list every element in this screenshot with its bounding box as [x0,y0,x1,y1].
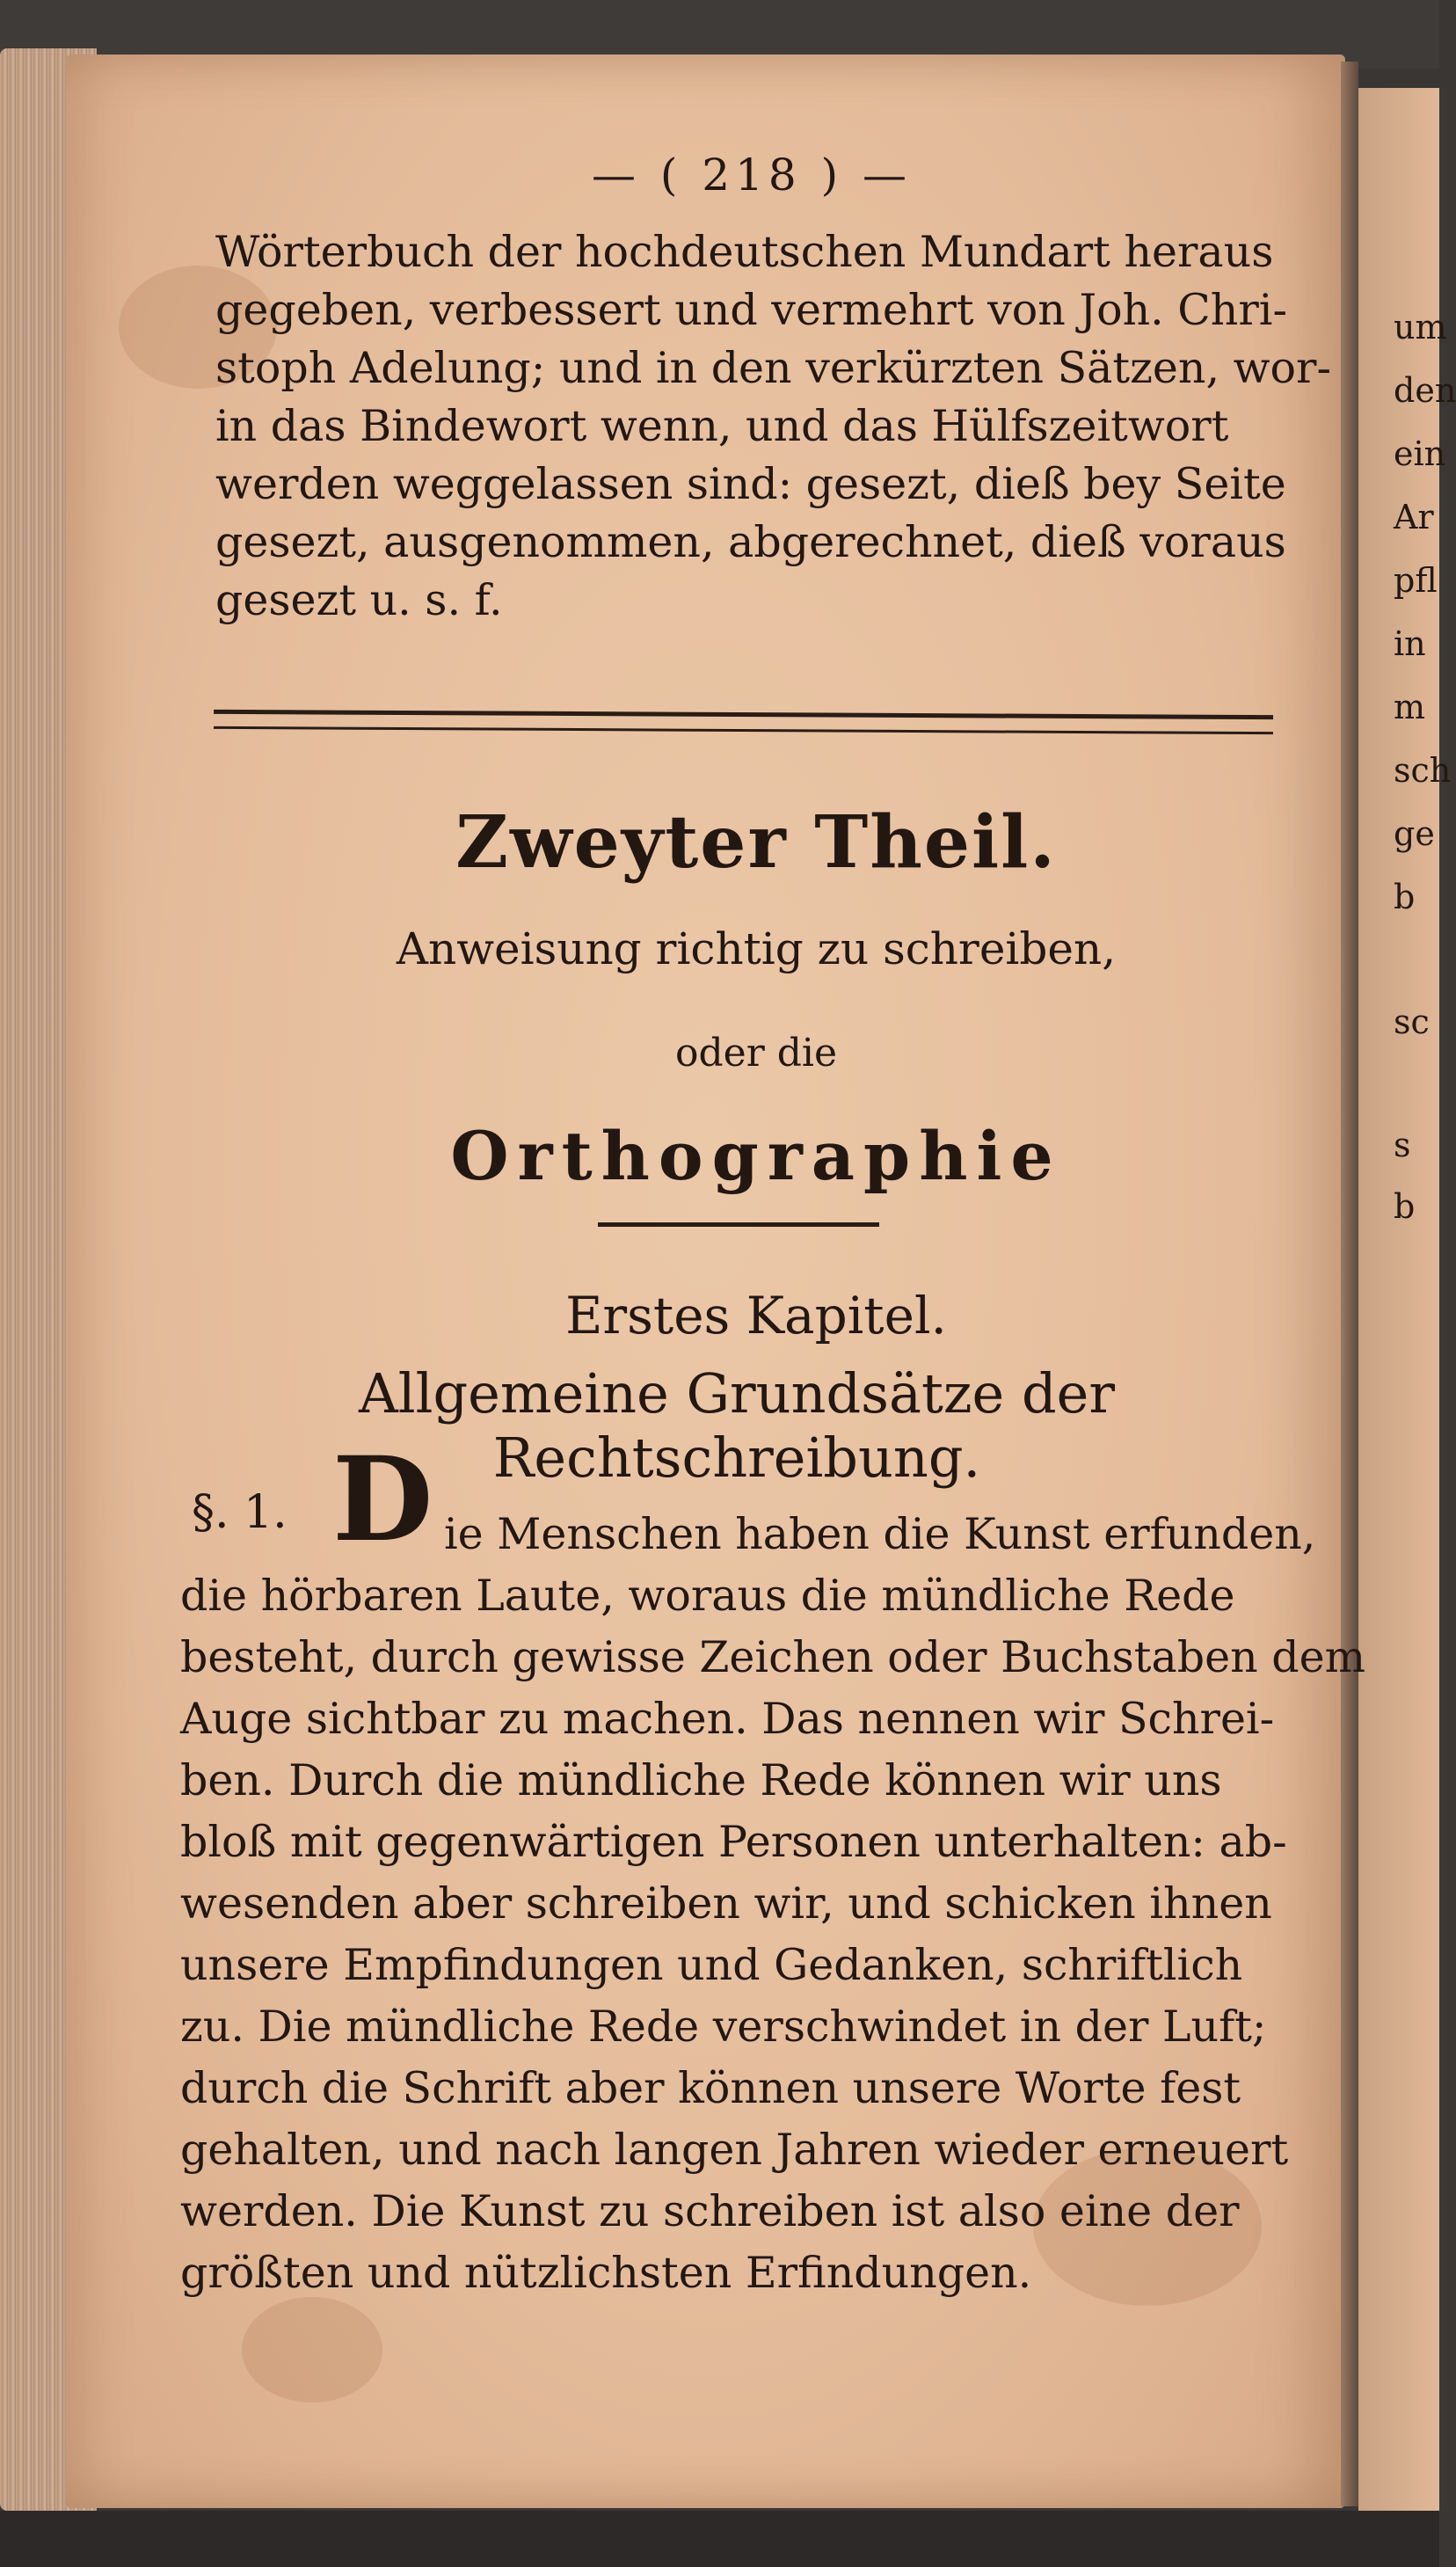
chapter-title: Erstes Kapitel. [565,1286,947,1345]
paragraph-line: wesenden aber schreiben wir, und schicken ihnen [180,1878,1272,1929]
adjacent-fragment: m [1394,688,1426,726]
paragraph-line: gehalten, und nach langen Jahren wieder erneuert [180,2125,1289,2175]
part-title: Zweyter Theil. [455,800,1057,885]
section-number: §. 1. [192,1486,288,1539]
intro-line: werden weggelassen sind: gesezt, dieß bey Seite [215,459,1286,509]
adjacent-fragment: sch [1394,751,1452,790]
paragraph-line: durch die Schrift aber können unsere Worte fest [180,2063,1241,2113]
drop-cap: D [332,1432,433,1568]
paragraph-line: besteht, durch gewisse Zeichen oder Buchstaben dem [180,1632,1366,1682]
paragraph-line: ben. Durch die mündliche Rede können wir uns [180,1755,1222,1805]
intro-line: gesezt, ausgenommen, abgerechnet, dieß voraus [215,517,1286,567]
paragraph-line: unsere Empfindungen und Gedanken, schriftlich [180,1940,1243,1990]
adjacent-fragment: pfl [1394,561,1438,600]
adjacent-fragment: b [1394,878,1416,916]
adjacent-fragment: um [1394,308,1447,346]
part-subtitle: Anweisung richtig zu schreiben, [396,923,1117,974]
adjacent-fragment: Ar [1394,498,1434,536]
paragraph-line: größten und nützlichsten Erfindungen. [180,2248,1032,2298]
intro-line: gesezt u. s. f. [215,575,503,625]
intro-line: gegeben, verbessert und vermehrt von Joh. Chri- [215,285,1287,335]
scan-bottom-border [0,2511,1439,2567]
intro-line: Wörterbuch der hochdeutschen Mundart heraus [215,227,1274,277]
paragraph-line: die hörbaren Laute, woraus die mündliche Rede [180,1571,1235,1621]
adjacent-fragment: ge [1394,814,1435,853]
intro-line: stoph Adelung; und in den verkürzten Sätzen, wor- [215,343,1332,393]
paragraph-line: Auge sichtbar zu machen. Das nennen wir Schrei- [180,1694,1275,1744]
paragraph-line: zu. Die mündliche Rede verschwindet in der Luft; [180,2002,1267,2052]
part-name: Orthographie [450,1117,1062,1195]
adjacent-fragment: ein [1394,434,1446,473]
adjacent-fragment: sc [1394,1003,1430,1041]
book-gutter [1341,62,1358,2506]
adjacent-fragment: in [1394,624,1426,663]
paper-stain [242,2297,382,2403]
adjacent-fragment: b [1394,1187,1416,1226]
adjacent-page-edge [1358,88,1456,2515]
page-header: — ( 218 ) — [591,149,913,201]
intro-line: in das Bindewort wenn, und das Hülfszeitwort [215,401,1229,451]
paragraph-line: bloß mit gegenwärtigen Personen unterhalten: ab- [180,1817,1287,1867]
part-connector: oder die [675,1031,837,1076]
adjacent-fragment: s [1394,1126,1411,1164]
chapter-subtitle: Allgemeine Grundsätze der Rechtschreibung. [359,1361,1115,1490]
paragraph-first-line: ie Menschen haben die Kunst erfunden, [444,1509,1316,1559]
short-divider [598,1222,879,1227]
adjacent-fragment: den [1394,371,1456,410]
paragraph-line: werden. Die Kunst zu schreiben ist also eine der [180,2186,1240,2236]
